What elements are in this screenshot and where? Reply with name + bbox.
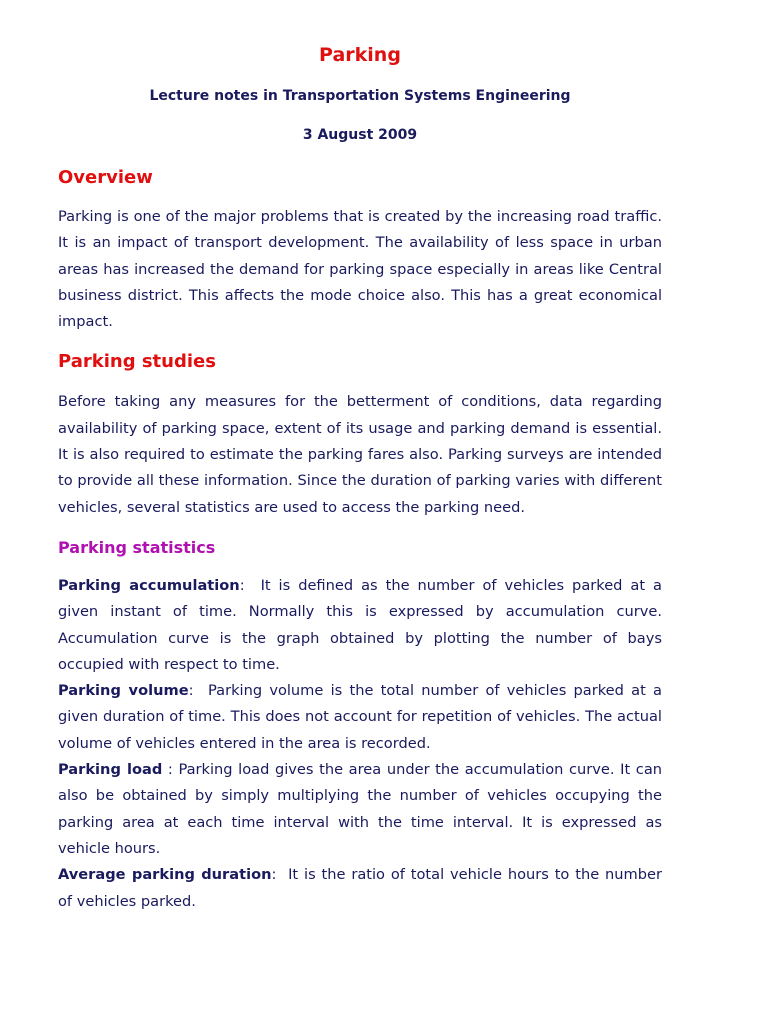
definition-text: Parking load gives the area under the accumulation curve. It can also be obtained by simply multiplying the number of vehicles occupying the parking area at each time interval with the time interval. It is expressed as vehicle hours. <box>58 761 663 857</box>
definition-separator: : <box>239 576 261 594</box>
parking-studies-paragraph: Before taking any measures for the betterment of conditions, data regarding availability of parking space, extent of its usage and parking demand is essential. It is also required to estimate the parking fares also. Parking surveys are intended to provide all these information. Since the duration of parking varies with different vehicles, several statistics are used to access the parking need. <box>58 393 662 516</box>
definitions-list <box>58 573 662 915</box>
document-title: Parking <box>319 44 401 66</box>
definition-text: It is defined as the number of vehicles parked at a given instant of time. Normally this is expressed by accumulation curve. Accumulation curve is the graph obtained by plotting the number of bays occupied with respect to time. <box>58 576 662 673</box>
parking-statistics-heading: Parking statistics <box>58 537 216 557</box>
overview-paragraph: Parking is one of the major problems that is created by the increasing road traffic. It is an impact of transport development. The availability of less space in urban areas has increased the demand for parking space especially in areas like Central business district. This affects the mode choice also. This has a great economical impact. <box>58 208 662 331</box>
definition-separator: : <box>271 866 289 884</box>
definition-parking-volume <box>58 678 662 757</box>
definition-term: Average parking duration <box>58 866 272 884</box>
definition-separator: : <box>188 682 208 700</box>
definition-text: It is the ratio of total vehicle hours to the number of vehicles parked. <box>58 866 662 910</box>
parking-studies-heading: Parking studies <box>58 351 216 373</box>
definition-text: Parking volume is the total number of vehicles parked at a given duration of time. This does not account for repetition of vehicles. The actual volume of vehicles entered in the area is recorded. <box>58 682 662 752</box>
definition-parking-accumulation <box>58 573 662 678</box>
definition-parking-load <box>58 757 662 862</box>
definition-term: Parking volume <box>58 682 189 700</box>
document-date: 3 August 2009 <box>302 127 418 143</box>
definition-average-parking-duration <box>58 862 662 915</box>
definition-term: Parking accumulation <box>58 576 240 594</box>
definition-separator: : <box>162 761 179 779</box>
document-subtitle: Lecture notes in Transportation Systems Engineering <box>149 88 571 104</box>
definition-term: Parking load <box>58 761 163 779</box>
overview-heading: Overview <box>58 167 153 188</box>
